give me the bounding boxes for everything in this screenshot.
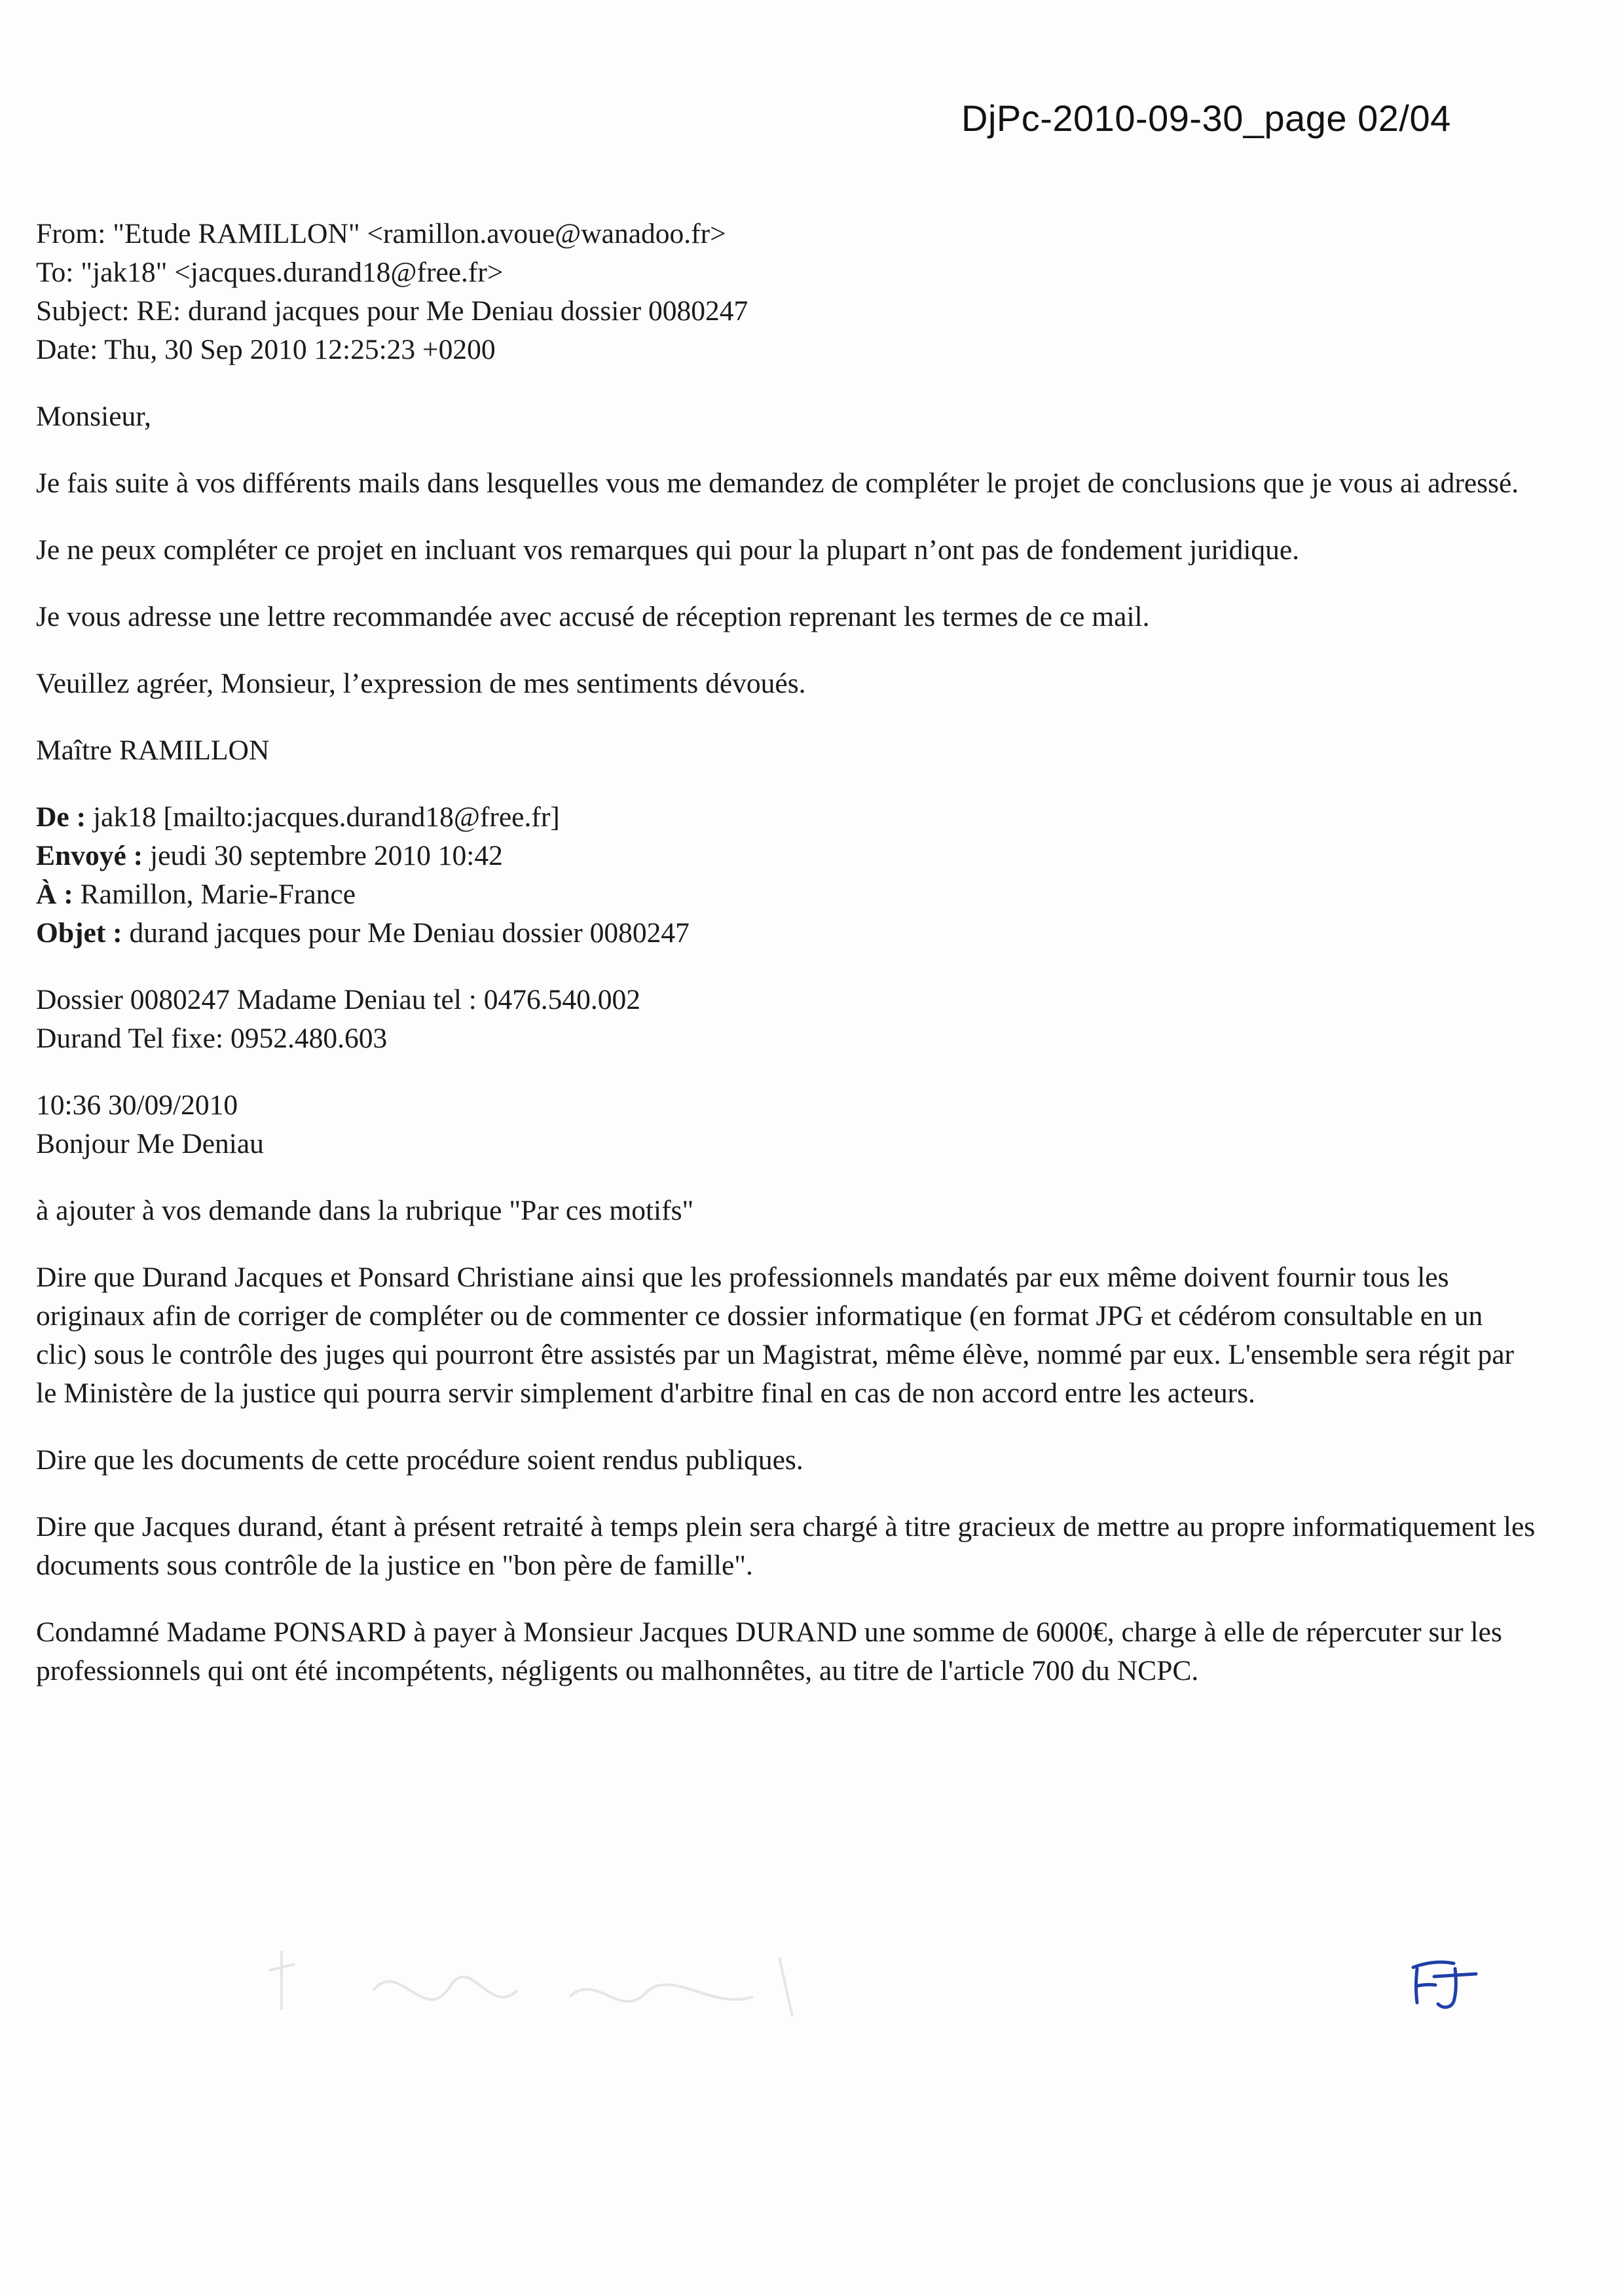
envoye-line — [36, 837, 1536, 875]
a-value: Ramillon, Marie-France — [80, 879, 356, 910]
to-line: To: "jak18" <jacques.durand18@free.fr> — [36, 257, 504, 288]
de-label: De : — [36, 801, 86, 833]
salutation: Monsieur, — [36, 401, 151, 432]
original-paragraph-3: Dire que les documents de cette procédure soient rendus publiques. — [36, 1444, 803, 1476]
de-value: jak18 [mailto:jacques.durand18@free.fr] — [92, 801, 560, 833]
timestamp-block — [36, 1086, 1536, 1163]
date-line: Date: Thu, 30 Sep 2010 12:25:23 +0200 — [36, 334, 496, 365]
durand-phone-line: Durand Tel fixe: 0952.480.603 — [36, 1023, 388, 1054]
from-line: From: "Etude RAMILLON" <ramillon.avoue@wanadoo.fr> — [36, 218, 726, 249]
objet-label: Objet : — [36, 917, 122, 949]
objet-line — [36, 914, 1536, 953]
original-paragraph-2: Dire que Durand Jacques et Ponsard Christiane ainsi que les professionnels mandatés par eux même doivent fournir tous les originaux afin de corriger de compléter ou de commenter ce dossier informatique (en format JPG et cédérom consultable en un clic) sous le contrôle des juges qui pourront être assistés par un Magistrat, même élève, nommé par eux. L'ensemble sera régit par le Ministère de la justice qui pourra servir simplement d'arbitre final en cas de non accord entre les acteurs. — [36, 1262, 1515, 1409]
objet-value: durand jacques pour Me Deniau dossier 0080247 — [129, 917, 690, 949]
timestamp-line: 10:36 30/09/2010 — [36, 1089, 238, 1121]
reply-paragraph-2: Je ne peux compléter ce projet en incluant vos remarques qui pour la plupart n’ont pas de fondement juridique. — [36, 534, 1300, 566]
bleed-through-mark — [255, 1931, 819, 2036]
reply-closing: Veuillez agréer, Monsieur, l’expression de mes sentiments dévoués. — [36, 668, 806, 699]
reply-email-header — [36, 215, 1536, 369]
reply-signature: Maître RAMILLON — [36, 735, 270, 766]
original-paragraph-5: Condamné Madame PONSARD à payer à Monsieur Jacques DURAND une somme de 6000€, charge à elle de répercuter sur les professionnels qui ont été incompétents, négligents ou malhonnêtes, au titre de l'article 700 du NCPC. — [36, 1616, 1502, 1686]
reply-paragraph-3: Je vous adresse une lettre recommandée avec accusé de réception reprenant les termes de ce mail. — [36, 601, 1150, 632]
a-label: À : — [36, 879, 73, 910]
a-line — [36, 875, 1536, 914]
original-paragraph-1: à ajouter à vos demande dans la rubrique "Par ces motifs" — [36, 1195, 694, 1226]
envoye-label: Envoyé : — [36, 840, 143, 871]
page-reference: DjPc-2010-09-30_page 02/04 — [961, 98, 1451, 139]
dossier-line: Dossier 0080247 Madame Deniau tel : 0476.540.002 — [36, 984, 641, 1015]
original-paragraph-4: Dire que Jacques durand, étant à présent retraité à temps plein sera chargé à titre gracieux de mettre au propre informatiquement les documents sous contrôle de la justice en "bon père de famille". — [36, 1511, 1536, 1581]
original-email-header — [36, 798, 1536, 953]
document-body — [36, 215, 1536, 1719]
contact-block — [36, 981, 1536, 1058]
envoye-value: jeudi 30 septembre 2010 10:42 — [150, 840, 503, 871]
greeting-line: Bonjour Me Deniau — [36, 1128, 264, 1159]
subject-line: Subject: RE: durand jacques pour Me Deniau dossier 0080247 — [36, 295, 748, 327]
handwritten-initials — [1408, 1954, 1480, 2013]
reply-paragraph-1: Je fais suite à vos différents mails dans lesquelles vous me demandez de compléter le projet de conclusions que je vous ai adressé. — [36, 467, 1519, 499]
de-line — [36, 798, 1536, 837]
